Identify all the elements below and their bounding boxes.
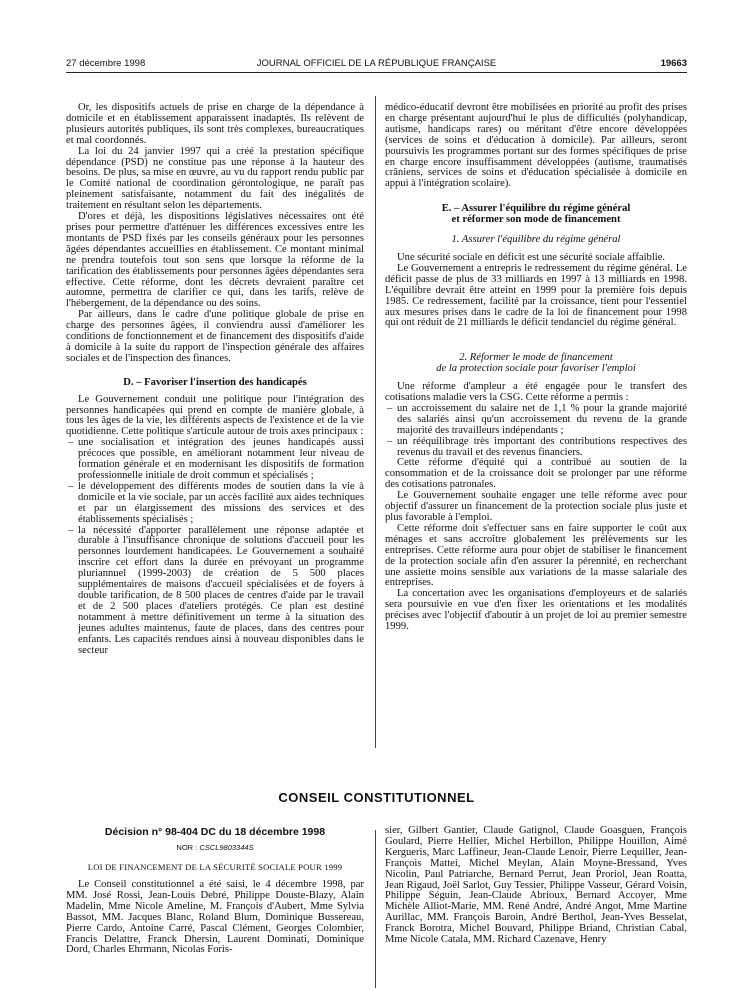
bullet-list xyxy=(385,404,687,459)
nor-code: CSCL9803344S xyxy=(199,843,254,852)
paragraph: La concertation avec les organisations d'employeurs et de salariés sera poursuivie en vue d'en fixer les orientations et les modalités précises avec l'objectif d'aboutir à un projet de loi au premier semestre 1999. xyxy=(385,588,687,633)
paragraph: médico-éducatif devront être mobilisées en priorité au profit des prises en charge présentant aujourd'hui le plus de difficultés (polyhandicap, autisme, handicaps rares) ou méritant d'être encore développées (services de soins et d'éducation à domicile). Par ailleurs, seront poursuivis les programmes portant sur des formes spécifiques de prise en charge encore insuffisamment développées (autisme, traumatisés crâniens, services de soins et d'éducation spécialisée à domicile en appui à l'intégration scolaire). xyxy=(385,102,687,190)
list-item: – un accroissement du salaire net de 1,1 % pour la grande majorité des salariés ainsi qu'un accroissement du revenu de la grande majorité des travailleurs indépendants ; xyxy=(385,404,687,437)
column-divider xyxy=(375,96,376,748)
page-header xyxy=(66,58,687,72)
right-column xyxy=(385,103,687,633)
paragraph: Le Gouvernement a entrepris le redressement du régime général. Le déficit passe de plus de 33 milliards en 1997 à 13 milliards en 1998. L'équilibre devrait être atteint en 1999 pour la première fois depuis 1985. Ce redressement, facilité par la croissance, tient pour l'essentiel aux mesures prises dans le cadre de la loi de financement pour 1998 qui ont réduit de 21 milliards le déficit tendanciel du régime général. xyxy=(385,262,687,329)
decision-left-column xyxy=(66,880,364,956)
header-rule xyxy=(66,72,687,73)
paragraph: Or, les dispositifs actuels de prise en charge de la dépendance à domicile et en établissement apparaissent inadaptés. Ils relèvent de plusieurs autorités publiques, ils sont très complexes, bureaucratiques et mal coordonnés. xyxy=(66,102,364,146)
paragraph: D'ores et déjà, les dispositions législatives nécessaires ont été prises pour permettre d'atténuer les différences excessives entre les montants de PSD fixés par les conseils généraux pour les personnes âgées dépendantes accueillies en établissement. Ce montant minimal ne prendra toutefois tout son sens que lorsque la réforme de la tarification des établissements pour personnes âgées dépendantes sera effective. Cette réforme, dont les décrets devraient paraître cet automne, permettra de clarifier ce qui, dans les tarifs, relève de l'hébergement, de la dépendance ou des soins. xyxy=(66,211,364,310)
section-e-title-line1: E. – Assurer l'équilibre du régime général xyxy=(441,203,631,215)
paragraph: Cette réforme doit s'effectuer sans en faire supporter le coût aux ménages et sans accroître globalement les prélèvements sur les entreprises. Cette réforme aura pour objet de stabiliser le financement de la protection sociale afin d'en assurer la pérennité, en recherchant une assiette moins sensible aux variations de la masse salariale des entreprises. xyxy=(385,522,687,589)
list-item: – une socialisation et intégration des jeunes handicapés aussi précoces que possible, en améliorant notamment leur niveau de formation générale et en modernisant les dispositifs de formation professionnelle initiale de droit commun et spécialisés ; xyxy=(66,438,364,482)
subsection-2-title-line2: de la protection sociale pour favoriser l'emploi xyxy=(436,363,636,375)
list-item: – la nécessité d'apporter parallèlement une réponse adaptée et durable à l'insuffisance chronique de solutions d'accueil pour les personnes lourdement handicapées. Le Gouvernement a souhaité inscrire cet effort dans la durée en prévoyant un programme pluriannuel (1999-2003) de création de 5 500 places supplémentaires de maisons d'accueil spécialisées et de foyers à double tarification, de 8 500 places de centres d'aide par le travail et de 2 500 places d'ateliers protégés. Ce plan est destiné notamment à mettre définitivement un terme à la situation des jeunes adultes maintenus, faute de places, dans des centres pour enfants. Les capacités rendues ainsi à nouveau disponibles dans le secteur xyxy=(66,526,364,657)
paragraph: Cette réforme d'équité qui a contribué au soutien de la consommation et de la croissance doit se prolonger par une réforme des cotisations patronales. xyxy=(385,457,687,491)
list-item: – un rééquilibrage très important des contributions respectives des revenus du travail et des revenus financiers. xyxy=(385,437,687,459)
section-banner: CONSEIL CONSTITUTIONNEL xyxy=(278,790,475,805)
paragraph: Une réforme d'ampleur a été engagée pour le transfert des cotisations maladie vers la CSG. Cette réforme a permis : xyxy=(385,381,687,404)
subsection-2-title-line1: 2. Réformer le mode de financement xyxy=(459,352,613,364)
paragraph: La loi du 24 janvier 1997 qui a créé la prestation spécifique dépendance (PSD) ne constitue pas une réponse à la hauteur des besoins. De plus, sa mise en œuvre, au vu du rapport rendu public par le Comité national de coordination gérontologique, ne paraît pas pleinement satisfaisante, notamment du fait des inégalités de traitement en résultant selon les départements. xyxy=(66,145,364,212)
column-divider-lower xyxy=(375,830,376,988)
header-journal-title: JOURNAL OFFICIEL DE LA RÉPUBLIQUE FRANÇAISE xyxy=(256,58,497,69)
paragraph: Le Conseil constitutionnel a été saisi, le 4 décembre 1998, par MM. José Rossi, Jean-Louis Debré, Philippe Douste-Blazy, Alain Madelin, Mme Nicole Ameline, M. François d'Aubert, Mme Sylvia Bassot, MM. Jacques Blanc, Roland Blum, Dominique Bussereau, Pierre Cardo, Antoine Carré, Pascal Clément, Georges Colombier, Francis Delattre, Franck Dhersin, Laurent Dominati, Dominique Dord, Charles Ehrmann, Nicolas Foris- xyxy=(66,879,364,956)
decision-title: Décision n° 98-404 DC du 18 décembre 1998 xyxy=(104,826,326,838)
paragraph: Le Gouvernement souhaite engager une telle réforme avec pour objectif d'assurer un financement de la protection sociale plus juste et plus favorable à l'emploi. xyxy=(385,490,687,523)
decision-right-column xyxy=(385,826,687,946)
header-page-number: 19663 xyxy=(660,58,687,69)
header-date: 27 décembre 1998 xyxy=(66,58,146,69)
paragraph: Le Gouvernement conduit une politique pour l'intégration des personnes handicapées qui prend en compte de manière globale, à tous les âges de la vie, les différents aspects de l'existence et de la vie quotidienne. Cette politique s'articule autour de trois axes principaux : xyxy=(66,393,364,438)
nor-label: NOR : xyxy=(176,843,198,852)
paragraph: Par ailleurs, dans le cadre d'une politique globale de prise en charge des personnes âgées, il conviendra aussi d'améliorer les conditions de fonctionnement et de financement des dispositifs d'aide à domicile à la suite du rapport de l'inspection générale des affaires sociales et de l'inspection des finances. xyxy=(66,309,364,364)
bullet-list xyxy=(66,438,364,656)
paragraph: Une sécurité sociale en déficit est une sécurité sociale affaiblie. xyxy=(397,251,666,263)
section-e-title-line2: et réformer son mode de financement xyxy=(451,214,621,226)
left-column xyxy=(66,103,364,656)
loi-title: LOI DE FINANCEMENT DE LA SÉCURITÉ SOCIALE POUR 1999 xyxy=(87,862,343,872)
list-item: – le développement des différents modes de soutien dans la vie à domicile et la vie sociale, par un accès facilité aux aides techniques et par un élargissement des missions des services et des établissements spécialisés ; xyxy=(66,482,364,526)
paragraph: sier, Gilbert Gantier, Claude Gatignol, Claude Goasguen, François Goulard, Pierre Hellier, Michel Herbillon, Philippe Houillon, Aimé Kergueris, Marc Laffineur, Jean-Claude Lenoir, Pierre Lequiller, Jean-François Mattei, Michel Meylan, Alain Moyne-Bressand, Yves Nicolin, Paul Patriarche, Bernard Perrut, Jean Proriol, Jean Roatta, Jean Rigaud, Joël Sarlot, Guy Tessier, Philippe Vasseur, Gérard Voisin, Philippe Séguin, Jean-Claude Abrioux, Bernard Accoyer, Mme Michèle Alliot-Marie, MM. René André, André Angot, Mme Martine Aurillac, MM. François Baroin, André Berthol, Jean-Yves Besselat, Franck Borotra, Michel Bouvard, Philippe Briand, Christian Cabal, Mme Nicole Catala, MM. Richard Cazenave, Henry xyxy=(385,825,687,946)
subsection-1-title: 1. Assurer l'équilibre du régime général xyxy=(451,234,621,246)
nor-reference xyxy=(66,843,364,852)
section-d-title: D. – Favoriser l'insertion des handicapés xyxy=(123,376,307,388)
